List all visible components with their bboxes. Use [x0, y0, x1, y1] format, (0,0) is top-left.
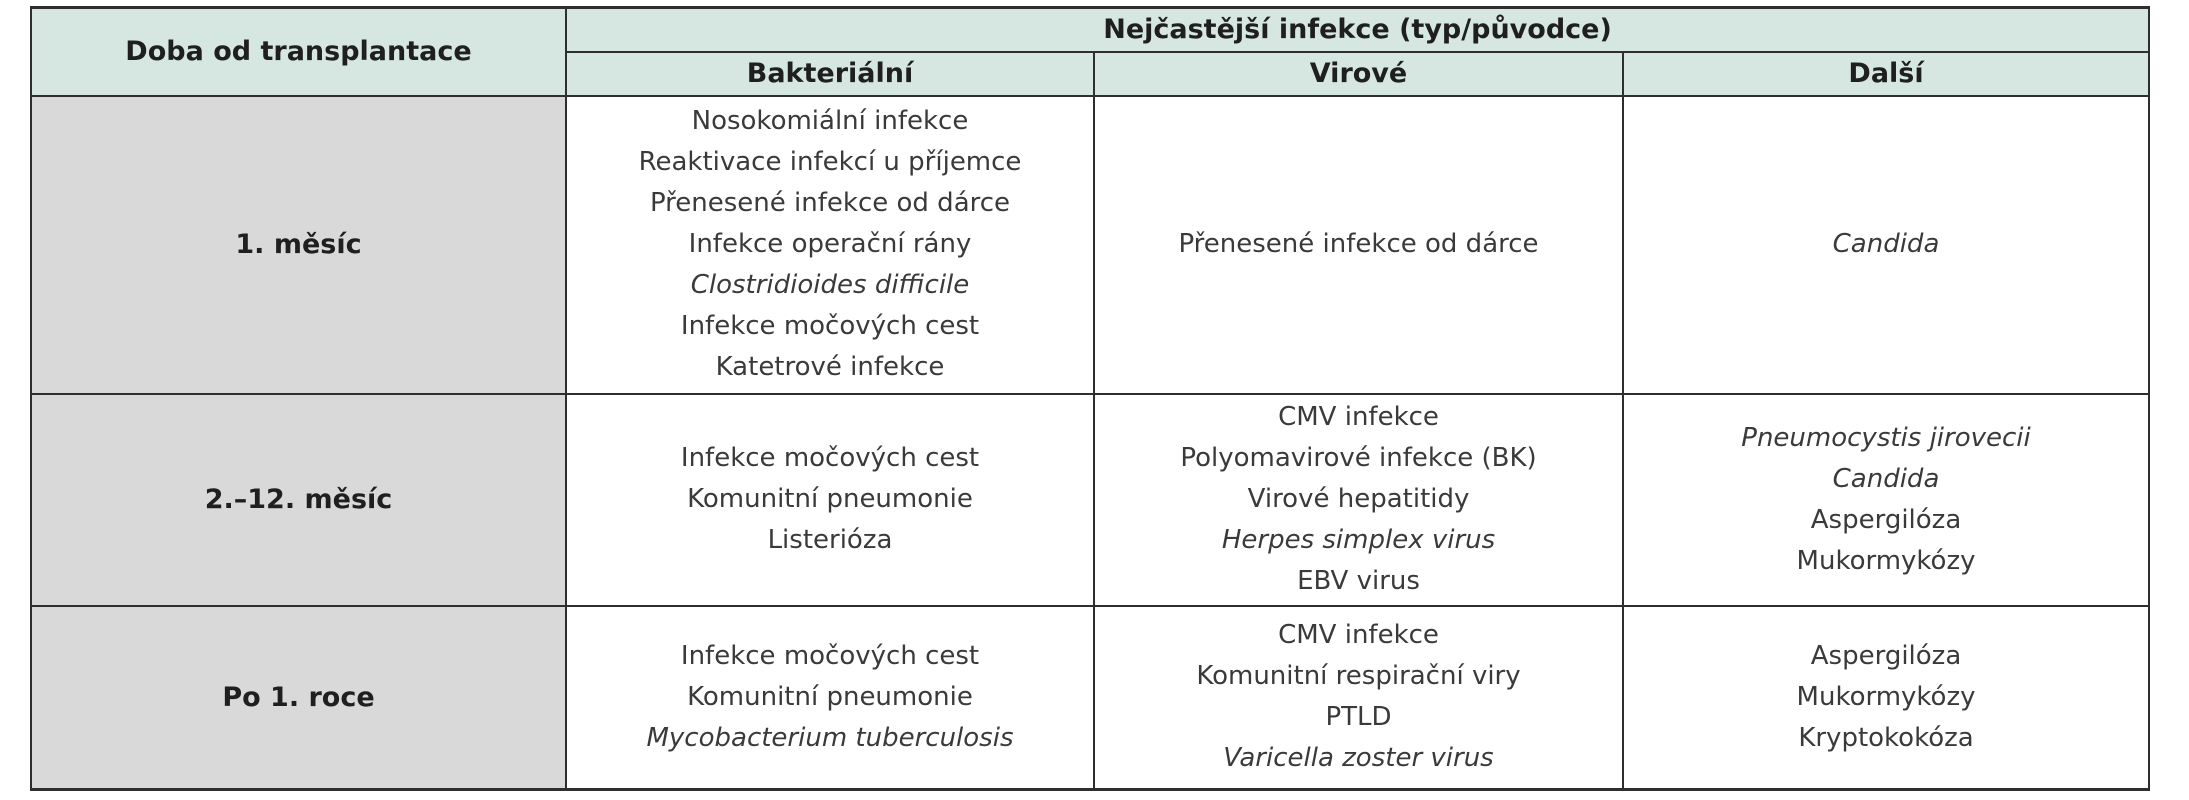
infection-item: Herpes simplex virus — [1221, 525, 1496, 555]
infection-item: Komunitní pneumonie — [687, 681, 973, 712]
infection-table — [30, 6, 2150, 791]
viral-column-header: Virové — [1094, 52, 1623, 96]
bacterial-cell — [566, 96, 1094, 394]
other-cell — [1623, 394, 2149, 606]
other-cell — [1623, 606, 2149, 790]
infection-item: Mycobacterium tuberculosis — [646, 722, 1014, 753]
infection-item: Aspergilóza — [1810, 504, 1962, 535]
infection-item: CMV infekce — [1278, 620, 1439, 651]
viral-cell — [1094, 394, 1623, 606]
infection-item: Kryptokokóza — [1798, 722, 1974, 753]
other-cell — [1623, 96, 2149, 394]
infection-item: CMV infekce — [1278, 402, 1439, 432]
infection-item: Nosokomiální infekce — [691, 106, 969, 136]
infection-item: Infekce operační rány — [688, 229, 972, 259]
infection-item: Infekce močových cest — [680, 640, 980, 671]
infection-item: Candida — [1832, 229, 1940, 259]
infection-item: Komunitní pneumonie — [687, 484, 973, 514]
bacterial-cell — [566, 606, 1094, 790]
bacterial-cell — [566, 394, 1094, 606]
infection-table-container — [30, 6, 2148, 791]
infection-item: Pneumocystis jirovecii — [1741, 422, 2031, 453]
infection-item: Infekce močových cest — [680, 443, 980, 473]
time-since-transplant-header: Doba od transplantace — [31, 8, 566, 96]
bacterial-column-header: Bakteriální — [566, 52, 1094, 96]
row-label: 2.–12. měsíc — [31, 394, 566, 606]
infection-item: Komunitní respirační viry — [1196, 661, 1521, 692]
infection-item: Mukormykózy — [1796, 681, 1976, 712]
table-row — [31, 96, 2149, 394]
table-body — [31, 96, 2149, 790]
infection-item: Katetrové infekce — [715, 352, 945, 382]
infection-item: Aspergilóza — [1810, 640, 1962, 671]
infection-item: Clostridioides difficile — [690, 270, 970, 300]
infection-item: Listerióza — [767, 525, 893, 555]
row-label: 1. měsíc — [31, 96, 566, 394]
infection-item: Polyomavirové infekce (BK) — [1180, 443, 1537, 473]
infection-item: Varicella zoster virus — [1223, 743, 1494, 774]
table-row — [31, 606, 2149, 790]
infection-item: Přenesené infekce od dárce — [649, 188, 1011, 218]
viral-cell — [1094, 606, 1623, 790]
infection-item: PTLD — [1325, 702, 1392, 733]
infection-item: Mukormykózy — [1796, 545, 1976, 576]
infection-item: Virové hepatitidy — [1247, 484, 1470, 514]
other-column-header: Další — [1623, 52, 2149, 96]
infection-item: Reaktivace infekcí u příjemce — [638, 147, 1022, 177]
row-label: Po 1. roce — [31, 606, 566, 790]
infection-item: Infekce močových cest — [680, 311, 980, 341]
table-row — [31, 394, 2149, 606]
infection-item: Candida — [1832, 463, 1940, 494]
infection-item: Přenesené infekce od dárce — [1178, 229, 1539, 259]
infections-group-header: Nejčastější infekce (typ/původce) — [566, 8, 2149, 52]
viral-cell — [1094, 96, 1623, 394]
infection-item: EBV virus — [1297, 566, 1420, 596]
